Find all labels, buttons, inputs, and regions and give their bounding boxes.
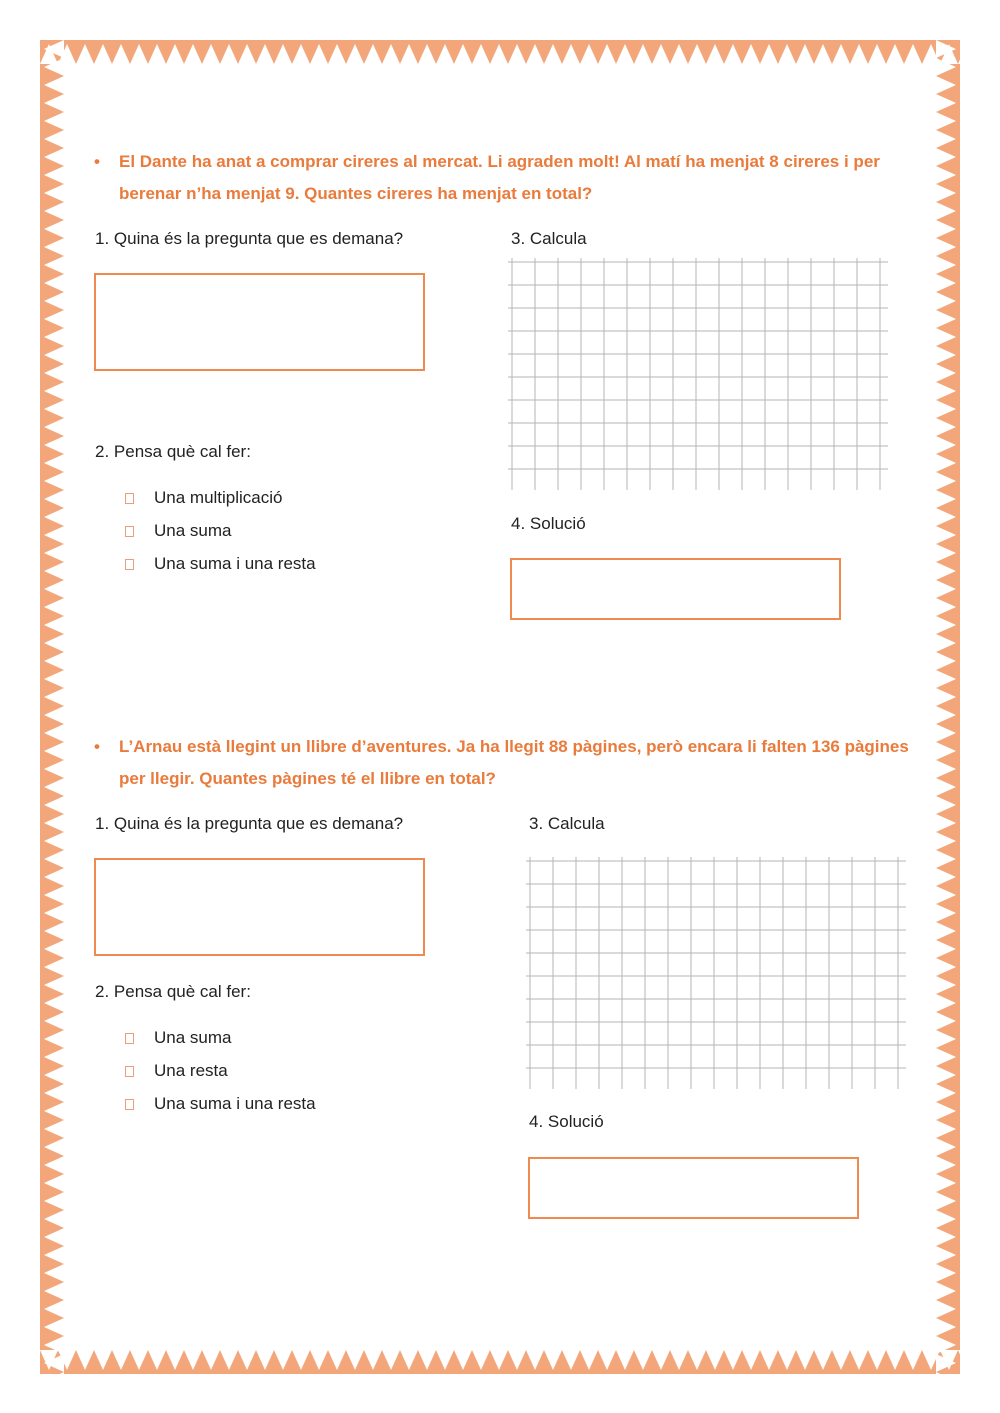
problem-2-step-3-label: 3. Calcula — [529, 814, 605, 833]
problem-2-calculation-grid[interactable] — [526, 857, 906, 1089]
problem-1-option-2[interactable]: Una suma — [125, 521, 231, 541]
problem-1-option-1[interactable]: Una multiplicació — [125, 488, 283, 508]
problem-2-step-4-label: 4. Solució — [529, 1112, 604, 1131]
problem-2-statement — [94, 731, 914, 795]
problem-2-question-answer-box[interactable] — [94, 858, 425, 956]
bullet-icon: • — [94, 737, 100, 756]
checkbox-icon[interactable] — [125, 1066, 134, 1077]
problem-1-step-2-label: 2. Pensa què cal fer: — [95, 442, 251, 461]
problem-1-statement — [94, 146, 914, 210]
problem-2-question: L’Arnau està llegint un llibre d’aventures. Ja ha llegit 88 pàgines, però encara li falten 136 pàgines per llegir. Quantes pàgines té el llibre en total? — [119, 737, 909, 788]
problem-1-question: El Dante ha anat a comprar cireres al mercat. Li agraden molt! Al matí ha menjat 8 cireres i per berenar n’ha menjat 9. Quantes cireres ha menjat en total? — [119, 152, 880, 203]
problem-2-solution-box[interactable] — [528, 1157, 859, 1219]
problem-1-step-1-label: 1. Quina és la pregunta que es demana? — [95, 229, 404, 248]
problem-2-option-3[interactable]: Una suma i una resta — [125, 1094, 316, 1114]
checkbox-icon[interactable] — [125, 559, 134, 570]
problem-1-option-3[interactable]: Una suma i una resta — [125, 554, 316, 574]
problem-2-option-1[interactable]: Una suma — [125, 1028, 231, 1048]
bullet-icon: • — [94, 152, 100, 171]
problem-2-step-2-label: 2. Pensa què cal fer: — [95, 982, 251, 1001]
problem-1-question-answer-box[interactable] — [94, 273, 425, 371]
problem-1-solution-box[interactable] — [510, 558, 841, 620]
checkbox-icon[interactable] — [125, 1099, 134, 1110]
problem-1-step-4-label: 4. Solució — [511, 514, 586, 533]
checkbox-icon[interactable] — [125, 493, 134, 504]
problem-2-step-1-label: 1. Quina és la pregunta que es demana? — [95, 814, 404, 833]
problem-2-option-2[interactable]: Una resta — [125, 1061, 228, 1081]
problem-1-calculation-grid[interactable] — [508, 258, 888, 490]
checkbox-icon[interactable] — [125, 526, 134, 537]
problem-1-step-3-label: 3. Calcula — [511, 229, 587, 248]
checkbox-icon[interactable] — [125, 1033, 134, 1044]
